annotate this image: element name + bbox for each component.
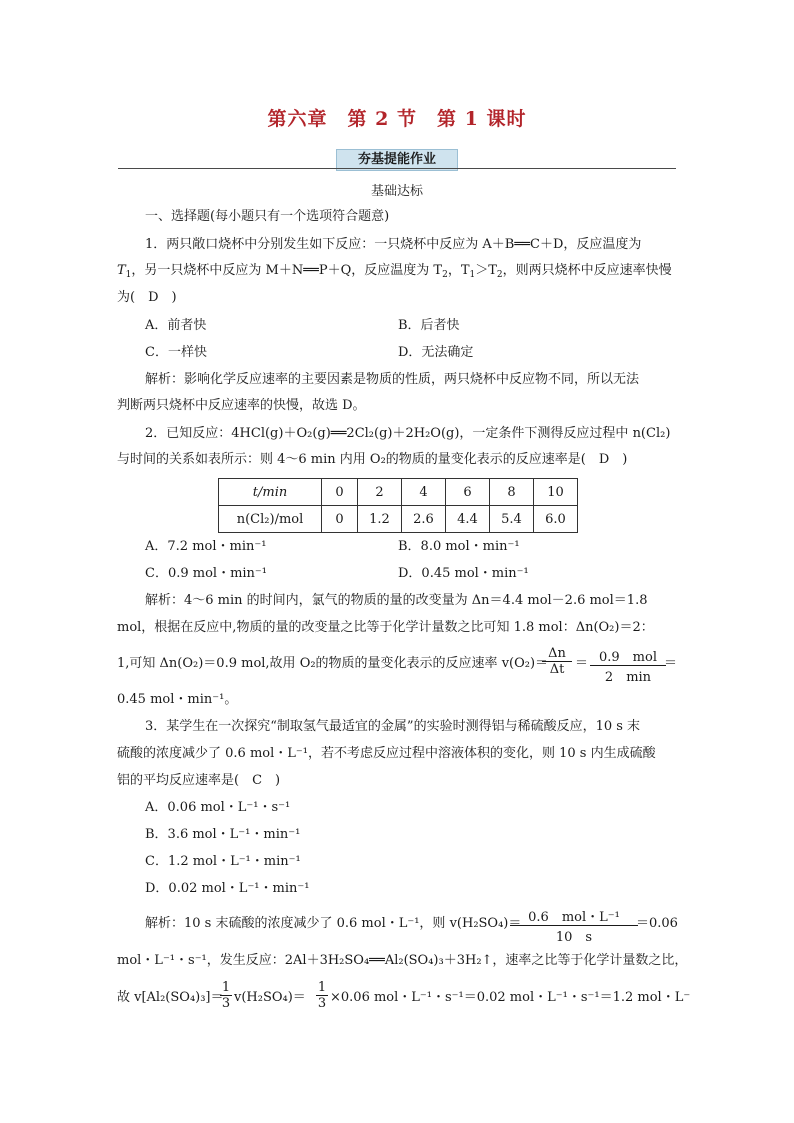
q2-explanation-line1: 解析：4～6 min 的时间内，氯气的物质的量的改变量为 Δn＝4.4 mol－2.6 mol＝1.8 bbox=[145, 593, 648, 608]
q3-result: ＝0.06 bbox=[636, 916, 678, 931]
page-title: 第六章 第 2 节 第 1 课时 bbox=[267, 108, 527, 130]
q1-t1: T bbox=[117, 263, 126, 278]
fraction-rate bbox=[542, 646, 572, 677]
fraction-denominator: 10 s bbox=[510, 925, 638, 945]
q1-text-b: ，另一只烧杯中反应为 M＋N══P＋Q，反应温度为 T bbox=[131, 263, 443, 278]
q3-explanation-line2: mol・L⁻¹・s⁻¹，发生反应：2Al＋3H₂SO₄══Al₂(SO₄)₃＋3H₂↑，速率之比等于化学计量数之比， bbox=[117, 953, 688, 968]
q1-stem-line1: 1．两只敞口烧杯中分别发生如下反应：一只烧杯中反应为 A＋B══C＋D，反应温度为 bbox=[145, 237, 642, 252]
q1-stem-line3: 为( D ) bbox=[117, 290, 177, 305]
q2-stem-line1: 2．已知反应：4HCl(g)＋O₂(g)══2Cl₂(g)＋2H₂O(g)，一定条件下测得反应过程中 n(Cl₂) bbox=[145, 426, 671, 441]
fraction-numerator: 1 bbox=[317, 980, 327, 995]
table-row bbox=[219, 479, 578, 506]
subtitle: 基础达标 bbox=[370, 184, 423, 199]
fraction-value bbox=[590, 646, 666, 685]
q2-explanation-line3: 1,可知 Δn(O₂)＝0.9 mol,故用 O₂的物质的量变化表示的反应速率 v(O₂)＝ bbox=[117, 656, 549, 671]
q1-text-d: ＞T bbox=[475, 263, 497, 278]
fraction-numerator: Δn bbox=[548, 646, 566, 661]
q1-option-a: A．前者快 bbox=[145, 318, 207, 333]
fraction-h2so4 bbox=[510, 906, 638, 945]
q1-text-c: ，T bbox=[447, 263, 470, 278]
q3-stem-line1: 3．某学生在一次探究“制取氢气最适宜的金属”的实验时测得铝与稀硫酸反应，10 s 末 bbox=[145, 719, 641, 734]
q2-explanation-line2: mol，根据在反应中,物质的量的改变量之比等于化学计量数之比可知 1.8 mol：Δn(O₂)＝2： bbox=[117, 620, 654, 635]
fraction-numerator: 1 bbox=[221, 980, 231, 995]
q2-explanation-line4: 0.45 mol・min⁻¹。 bbox=[117, 692, 238, 707]
table-cell: 4.4 bbox=[446, 506, 490, 533]
q3-explanation-line3a: 故 v[Al₂(SO₄)₃]＝ bbox=[117, 990, 224, 1005]
table-cell: 6 bbox=[446, 479, 490, 506]
table-cell: 2 bbox=[358, 479, 402, 506]
data-table bbox=[218, 478, 578, 533]
q1-option-b: B．后者快 bbox=[398, 318, 460, 333]
q2-option-b: B．8.0 mol・min⁻¹ bbox=[398, 539, 520, 554]
table-cell: 1.2 bbox=[358, 506, 402, 533]
q3-stem-line3: 铝的平均反应速率是( C ) bbox=[117, 773, 281, 788]
fraction-denominator: 3 bbox=[317, 996, 327, 1011]
q1-text-e: ，则两只烧杯中反应速率快慢 bbox=[502, 263, 672, 278]
q3-option-c: C．1.2 mol・L⁻¹・min⁻¹ bbox=[145, 854, 301, 869]
table-cell: 10 bbox=[534, 479, 578, 506]
table-cell: 6.0 bbox=[534, 506, 578, 533]
fraction-denominator: Δt bbox=[542, 661, 572, 677]
table-cell: 5.4 bbox=[490, 506, 534, 533]
equals-sign: ＝ bbox=[664, 656, 678, 671]
fraction-one-third bbox=[220, 980, 232, 1011]
table-cell: 4 bbox=[402, 479, 446, 506]
q3-option-a: A．0.06 mol・L⁻¹・s⁻¹ bbox=[145, 800, 291, 815]
table-row bbox=[219, 506, 578, 533]
q3-explanation-line3c: ×0.06 mol・L⁻¹・s⁻¹＝0.02 mol・L⁻¹・s⁻¹＝1.2 mol・L⁻ bbox=[330, 990, 691, 1005]
table-cell: 8 bbox=[490, 479, 534, 506]
section-heading: 一、选择题(每小题只有一个选项符合题意) bbox=[145, 209, 390, 224]
q2-option-d: D．0.45 mol・min⁻¹ bbox=[398, 566, 529, 581]
fraction-numerator: 0.9 mol bbox=[599, 650, 657, 665]
q3-option-b: B．3.6 mol・L⁻¹・min⁻¹ bbox=[145, 827, 301, 842]
table-cell: 0 bbox=[322, 479, 358, 506]
q3-explanation-line3b: v(H₂SO₄)＝ bbox=[234, 990, 306, 1005]
q1-explanation-line2: 判断两只烧杯中反应速率的快慢，故选 D。 bbox=[117, 398, 366, 413]
table-header-cell: n(Cl₂)/mol bbox=[219, 506, 322, 533]
table-cell: 2.6 bbox=[402, 506, 446, 533]
section-banner: 夯基提能作业 bbox=[336, 149, 458, 171]
fraction-denominator: 2 min bbox=[590, 665, 666, 685]
q1-option-c: C．一样快 bbox=[145, 345, 207, 360]
q3-explanation-line1: 解析：10 s 末硫酸的浓度减少了 0.6 mol・L⁻¹，则 v(H₂SO₄)＝ bbox=[145, 916, 522, 931]
q3-option-d: D．0.02 mol・L⁻¹・min⁻¹ bbox=[145, 881, 310, 896]
q2-option-c: C．0.9 mol・min⁻¹ bbox=[145, 566, 267, 581]
equals-sign: ＝ bbox=[575, 656, 589, 671]
q1-stem-line2: $T_1$，另一只烧杯中反应为 M＋N══P＋Q，反应温度为 $T_2$，$T_1>T_2$，则两只烧杯中反应速率快慢 bbox=[117, 263, 672, 280]
fraction-denominator: 3 bbox=[221, 996, 231, 1011]
q3-stem-line2: 硫酸的浓度减少了 0.6 mol・L⁻¹，若不考虑反应过程中溶液体积的变化，则 10 s 内生成硫酸 bbox=[117, 746, 656, 761]
q2-stem-line2: 与时间的关系如表所示：则 4～6 min 内用 O₂的物质的量变化表示的反应速率是( D ) bbox=[117, 452, 628, 467]
q1-explanation-line1: 解析：影响化学反应速率的主要因素是物质的性质，两只烧杯中反应物不同，所以无法 bbox=[145, 372, 640, 387]
q1-option-d: D．无法确定 bbox=[398, 345, 474, 360]
table-header-cell: t/min bbox=[219, 479, 322, 506]
fraction-numerator: 0.6 mol・L⁻¹ bbox=[528, 910, 620, 925]
q2-option-a: A．7.2 mol・min⁻¹ bbox=[145, 539, 267, 554]
table-cell: 0 bbox=[322, 506, 358, 533]
divider bbox=[118, 168, 676, 169]
fraction-one-third bbox=[316, 980, 328, 1011]
